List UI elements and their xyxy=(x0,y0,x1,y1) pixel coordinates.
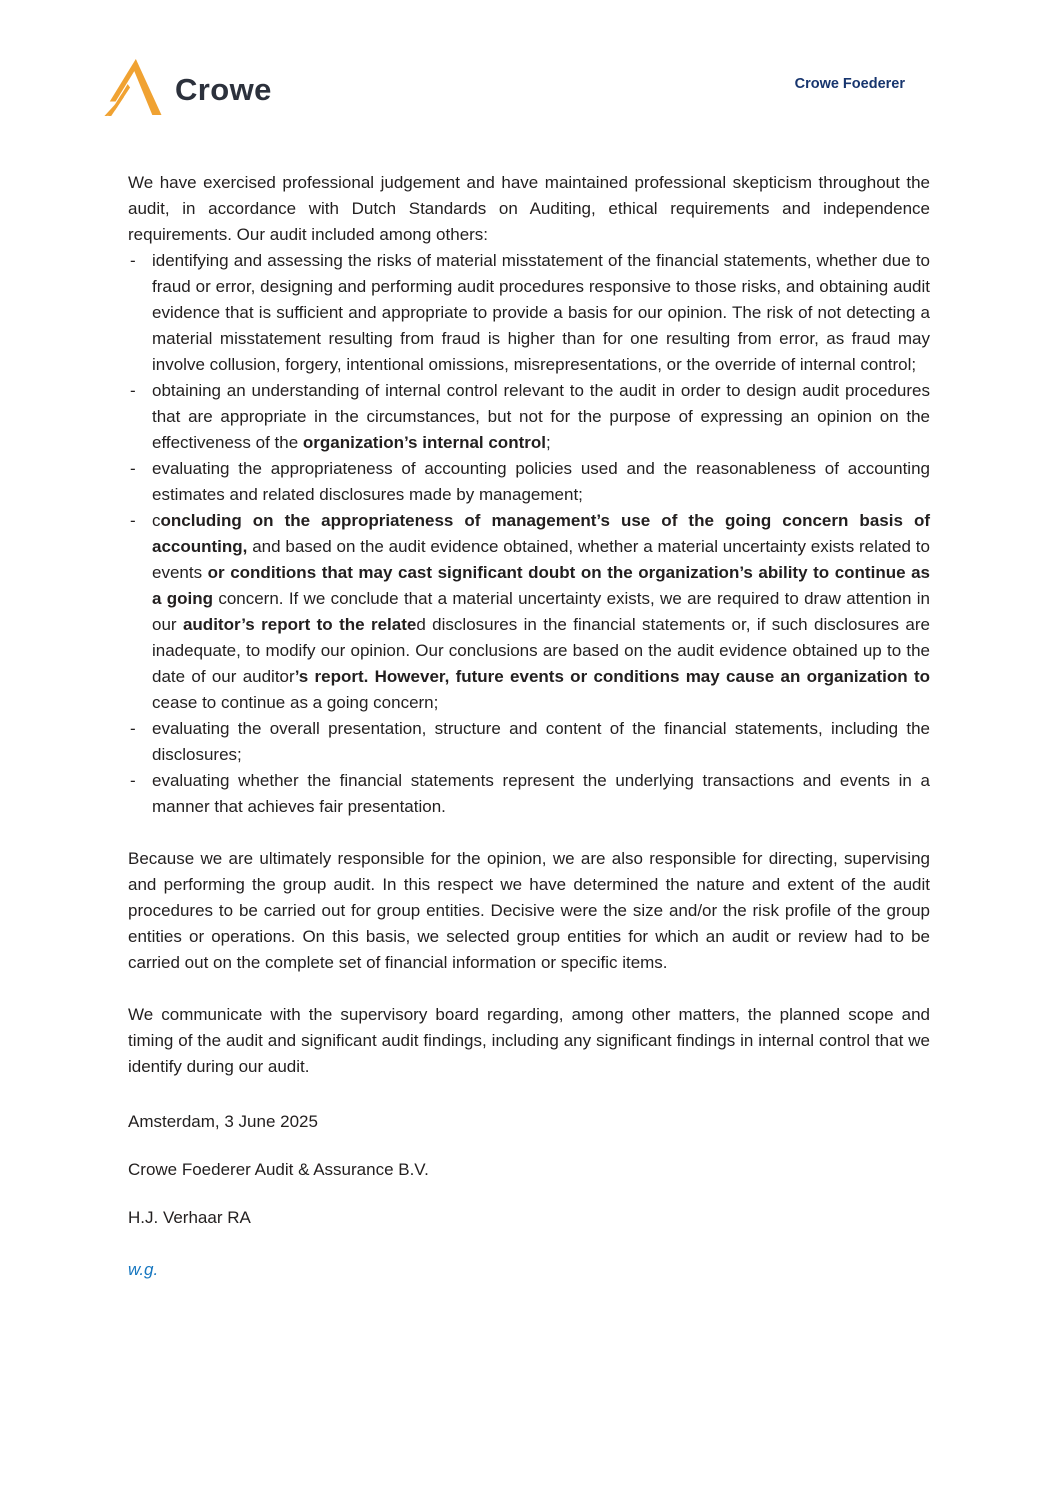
intro-paragraph: We have exercised professional judgement and have maintained professional skepticism throughout the audit, in accordance with Dutch Standards on Auditing, ethical requirements and independence requirements. Our audit included among others: xyxy=(128,173,930,244)
bullet-text: cease to continue as a going concern; xyxy=(152,693,439,712)
place-date-line: Amsterdam, 3 June 2025 xyxy=(128,1112,318,1131)
crowe-logo xyxy=(100,58,272,116)
bullet-text: d disclosures in the financial statements or, if such disclosures are inadequate, to modify our opinion. Our conclusions are based on the audit evidence obtained up to the date of our auditor xyxy=(152,615,931,686)
bullet-text-bold: oncluding on the appropriateness of management’s use of the going concern basis of accounting, xyxy=(152,511,930,556)
list-item xyxy=(128,508,930,716)
bullet-text: obtaining an understanding of internal control relevant to the audit in order to design audit procedures that are appropriate in the circumstances, but not for the purpose of expressing an opinion on the effectiveness of the xyxy=(152,381,930,452)
signatory-line: H.J. Verhaar RA xyxy=(128,1208,251,1227)
bullet-text: identifying and assessing the risks of material misstatement of the financial statements, whether due to fraud or error, designing and performing audit procedures responsive to those risks, and obtaining audit evidence that is sufficient and appropriate to provide a basis for our opinion. The risk of not detecting a material misstatement resulting from fraud is higher than for one resulting from error, as fraud may involve collusion, forgery, intentional omissions, misrepresentations, or the override of internal control; xyxy=(152,251,930,374)
list-item xyxy=(128,716,930,768)
logo-wordmark: Crowe xyxy=(175,71,272,107)
firm-name-line: Crowe Foederer Audit & Assurance B.V. xyxy=(128,1160,429,1179)
communication-paragraph: We communicate with the supervisory board regarding, among other matters, the planned scope and timing of the audit and significant audit findings, including any significant findings in internal control that we identify during our audit. xyxy=(128,1005,930,1076)
bullet-text: and based on the audit evidence obtained, whether a material uncertainty exists related to events xyxy=(152,537,930,582)
signature-mark: w.g. xyxy=(128,1260,159,1279)
bullet-text-bold: auditor’s report to the relate xyxy=(182,615,417,634)
crowe-peaks-icon xyxy=(100,58,164,116)
bullet-text: concern. If we conclude that a material uncertainty exists, we are required to draw attention in our xyxy=(152,589,930,634)
bullet-text: ; xyxy=(545,433,551,452)
bullet-text: evaluating the appropriateness of accounting policies used and the reasonableness of accounting estimates and related disclosures made by management; xyxy=(152,459,930,504)
bullet-text-bold: ’s report. However, future events or conditions may cause an organization to xyxy=(294,667,931,686)
list-item xyxy=(128,378,930,456)
header-firm-name: Crowe Foederer xyxy=(794,76,905,92)
audit-procedures-list xyxy=(128,248,930,820)
group-audit-paragraph: Because we are ultimately responsible for the opinion, we are also responsible for directing, supervising and performing the group audit. In this respect we have determined the nature and extent of the audit procedures to be carried out for group entities. Decisive were the size and/or the risk profile of the group entities or operations. On this basis, we selected group entities for which an audit or review had to be carried out on the complete set of financial information or specific items. xyxy=(128,849,930,972)
bullet-text: evaluating whether the financial statements represent the underlying transactions and events in a manner that achieves fair presentation. xyxy=(152,771,930,816)
bullet-text: evaluating the overall presentation, structure and content of the financial statements, including the disclosures; xyxy=(152,719,930,764)
list-item xyxy=(128,456,930,508)
list-item xyxy=(128,248,930,378)
bullet-text-bold: or conditions that may cast significant doubt on the organization’s ability to continue as a going xyxy=(152,563,931,608)
bullet-text: c xyxy=(152,511,161,530)
list-item xyxy=(128,768,930,820)
document-body xyxy=(128,170,930,1283)
bullet-text-bold: organization’s internal control xyxy=(302,433,546,452)
